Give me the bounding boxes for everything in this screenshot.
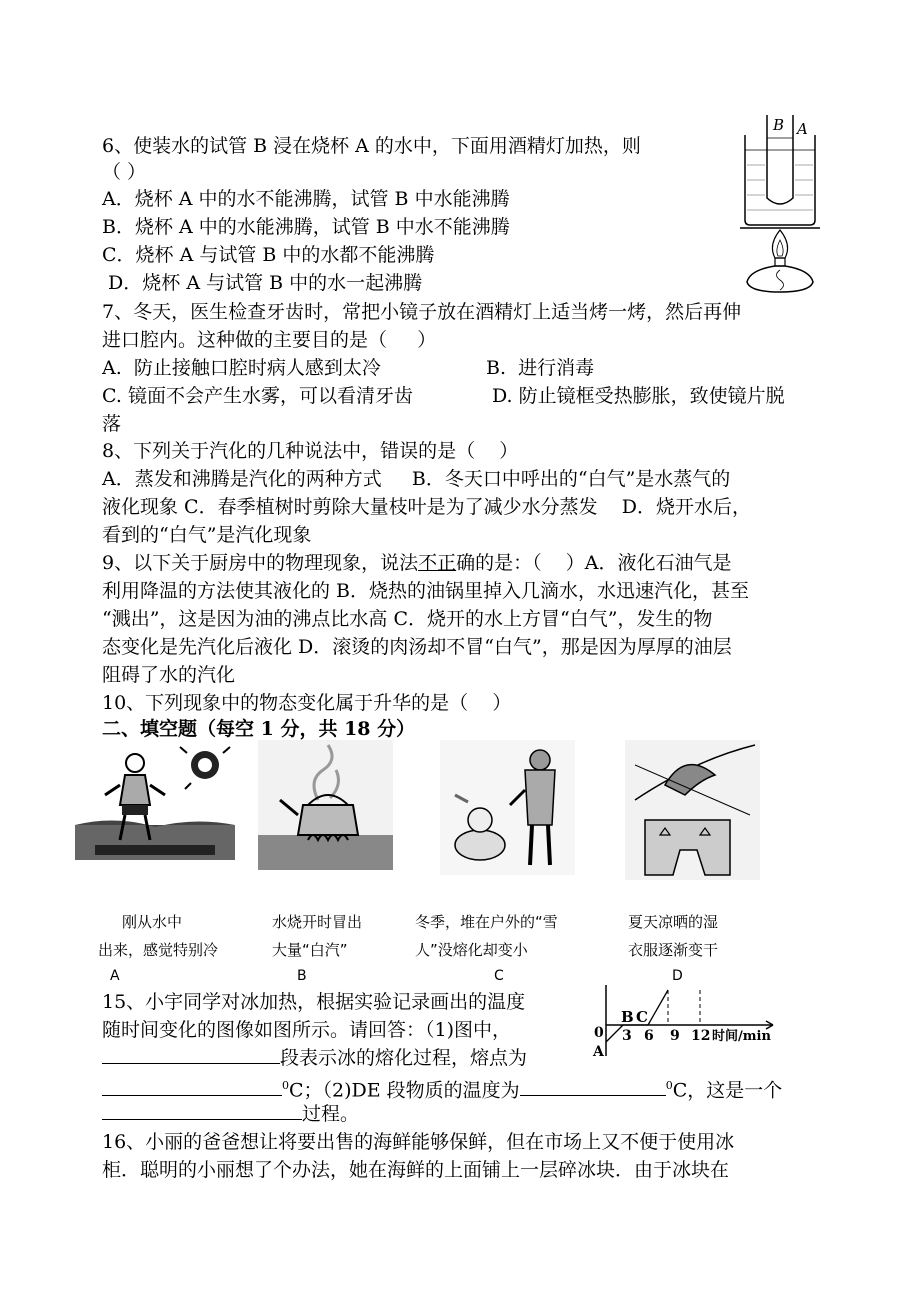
q6-option-a: A．烧杯 A 中的水不能沸腾，试管 B 中水能沸腾: [102, 188, 510, 210]
q15-line4-mid: C；（2)DE 段物质的温度为: [289, 1079, 520, 1102]
graph-origin: 0: [594, 1025, 604, 1041]
q8-line1: 8、下列关于汽化的几种说法中，错误的是（ ）: [102, 440, 519, 462]
graph-point-a: A: [593, 1044, 604, 1060]
blank-melting-segment[interactable]: [102, 1045, 280, 1064]
q16-line1: 16、小丽的爸爸想让将要出售的海鲜能够保鲜，但在市场上又不便于使用冰: [102, 1131, 735, 1153]
q7-option-c: C. 镜面不会产生水雾，可以看清牙齿: [102, 385, 413, 407]
beaker-burner-figure: [735, 110, 825, 295]
graph-axis-label: 时间/min: [712, 1029, 771, 1044]
q15-line5: [102, 1099, 359, 1129]
picture-letter-b: B: [297, 968, 307, 984]
q8-line3: 液化现象 C．春季植树时剪除大量枝叶是为了减少水分蒸发 D．烧开水后，: [102, 496, 751, 518]
picture-letter-c: C: [494, 968, 504, 984]
q9-line3: “溅出”，这是因为油的沸点比水高 C．烧开的水上方冒“白气”，发生的物: [102, 608, 713, 630]
q15-line3-text: 段表示冰的熔化过程，熔点为: [280, 1047, 528, 1069]
blank-process[interactable]: [102, 1101, 302, 1120]
graph-tick-3: 3: [622, 1028, 632, 1044]
q8-line4: 看到的“白气”是汽化现象: [102, 524, 312, 546]
q15-line5-text: 过程。: [302, 1103, 360, 1125]
blank-de-temperature[interactable]: [520, 1077, 666, 1096]
section2-title: 二、填空题（每空 1 分，共 18 分）: [102, 718, 416, 740]
picture-letter-d: D: [672, 968, 683, 984]
q6-option-b: B．烧杯 A 中的水能沸腾，试管 B 中水不能沸腾: [102, 216, 510, 238]
blank-melting-point[interactable]: [102, 1077, 282, 1096]
picture-a-swimmer: [75, 745, 240, 870]
q15-line3: [102, 1043, 527, 1073]
q6-paren: （ ）: [102, 161, 147, 183]
q6-stem: 6、使装水的试管 B 浸在烧杯 A 的水中，下面用酒精灯加热，则: [102, 135, 641, 157]
q15-line2: 随时间变化的图像如图所示。请回答：（1)图中，: [102, 1019, 512, 1041]
q7-option-a: A. 防止接触口腔时病人感到太冷: [102, 357, 381, 379]
caption-c-line2: 人”没熔化却变小: [415, 941, 528, 959]
caption-c-line1: 冬季，堆在户外的“雪: [415, 913, 558, 931]
q9-line4: 态变化是先汽化后液化 D．滚烫的肉汤却不冒“白气”，那是因为厚厚的油层: [102, 636, 732, 658]
temperature-time-graph: [588, 980, 798, 1060]
picture-b-kettle: [258, 740, 393, 870]
picture-letter-a: A: [110, 968, 120, 984]
q9-line5: 阻碍了水的汽化: [102, 664, 236, 686]
graph-tick-12: 12: [691, 1028, 711, 1044]
q9-line1-pre: 9、以下关于厨房中的物理现象，说法: [102, 552, 419, 574]
q7-option-d: D. 防止镜框受热膨胀，致使镜片脱: [492, 385, 785, 407]
q15-line4-post: C，这是一个: [672, 1079, 783, 1102]
label-a: A: [797, 120, 808, 138]
picture-d-clothes: [625, 740, 760, 880]
caption-d-line1: 夏天凉晒的湿: [628, 913, 719, 931]
q7-option-b: B. 进行消毒: [486, 357, 595, 379]
q7-option-d-tail: 落: [102, 413, 122, 435]
picture-c-snowman: [440, 740, 575, 875]
q7-line1: 7、冬天，医生检查牙齿时，常把小镜子放在酒精灯上适当烤一烤，然后再伸: [102, 301, 742, 323]
graph-point-b: B: [621, 1008, 634, 1026]
q15-line1: 15、小宇同学对冰加热，根据实验记录画出的温度: [102, 991, 526, 1013]
graph-tick-6: 6: [644, 1028, 654, 1044]
caption-a-line1: 刚从水中: [122, 913, 183, 931]
q6-option-c: C．烧杯 A 与试管 B 中的水都不能沸腾: [102, 244, 435, 266]
q16-line2: 柜．聪明的小丽想了个办法，她在海鲜的上面铺上一层碎冰块．由于冰块在: [102, 1159, 730, 1181]
caption-d-line2: 衣服逐渐变干: [628, 941, 719, 959]
q7-line2: 进口腔内。这种做的主要目的是（ ）: [102, 329, 437, 351]
degree-mark-1: 0: [282, 1079, 289, 1092]
caption-b-line2: 大量“白汽”: [272, 941, 348, 959]
q9-line1-post: 确的是：（ ）A．液化石油气是: [456, 552, 732, 574]
caption-b-line1: 水烧开时冒出: [272, 913, 363, 931]
graph-tick-9: 9: [670, 1028, 680, 1044]
label-b: B: [773, 116, 785, 134]
graph-point-c: C: [636, 1008, 648, 1026]
q9-line2: 利用降温的方法使其液化的 B．烧热的油锅里掉入几滴水，水迅速汽化，甚至: [102, 580, 750, 602]
q9-underlined-not: 不正: [418, 552, 457, 574]
caption-a-line2: 出来，感觉特别冷: [98, 941, 219, 959]
q9-line1: [102, 548, 732, 578]
q8-line2: A．蒸发和沸腾是汽化的两种方式 B．冬天口中呼出的“白气”是水蒸气的: [102, 468, 731, 490]
degree-mark-2: 0: [665, 1079, 673, 1092]
q6-option-d: D．烧杯 A 与试管 B 中的水一起沸腾: [102, 272, 423, 294]
q10-line: 10、下列现象中的物态变化属于升华的是（ ）: [102, 692, 512, 714]
